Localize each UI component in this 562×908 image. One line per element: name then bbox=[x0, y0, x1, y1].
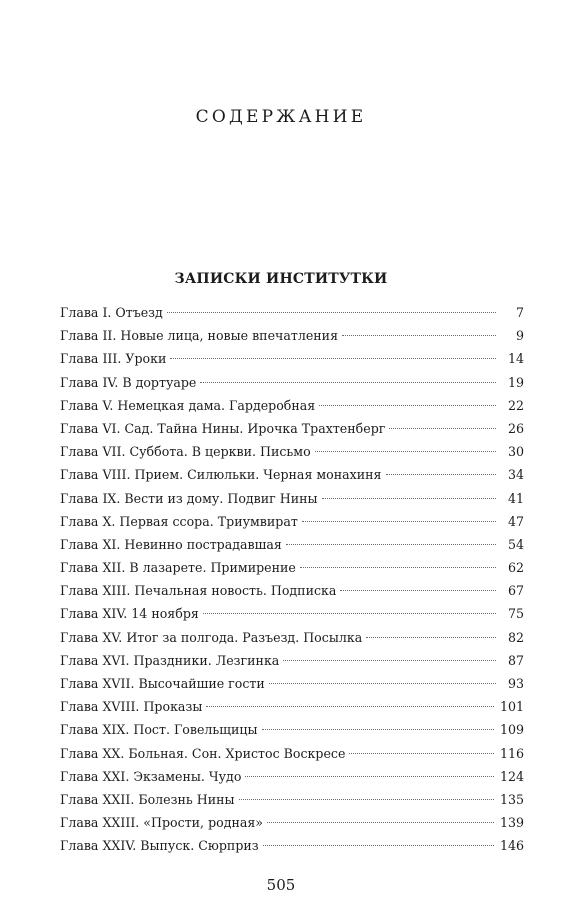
toc-entry-title: Глава II. Новые лица, новые впечатления bbox=[60, 328, 339, 344]
toc-entry bbox=[60, 301, 524, 324]
toc-entry-title: Глава VII. Суббота. В церкви. Письмо bbox=[60, 444, 311, 460]
toc-entry bbox=[60, 788, 524, 811]
toc-entry bbox=[60, 440, 524, 463]
toc-dot-leader bbox=[342, 335, 496, 336]
toc-entry bbox=[60, 417, 524, 440]
toc-dot-leader bbox=[239, 799, 494, 800]
toc-entry-page: 47 bbox=[507, 513, 524, 529]
toc-entry-page: 54 bbox=[507, 536, 524, 552]
toc-dot-leader bbox=[389, 428, 496, 429]
toc-entry-page: 93 bbox=[507, 676, 524, 691]
toc-dot-leader bbox=[283, 660, 496, 661]
toc-entry bbox=[60, 579, 524, 602]
toc-entry-title: Глава X. Первая ссора. Триумвират bbox=[60, 513, 298, 529]
toc-entry-page: 26 bbox=[507, 420, 524, 436]
toc-entry-title: Глава XII. В лазарете. Примирение bbox=[60, 560, 296, 576]
toc-entry bbox=[60, 394, 524, 417]
table-of-contents bbox=[60, 301, 524, 858]
toc-dot-leader bbox=[340, 590, 496, 591]
toc-entry-page: 135 bbox=[499, 791, 524, 807]
toc-entry-title: Глава IV. В дортуаре bbox=[60, 374, 197, 390]
toc-entry-page: 116 bbox=[499, 745, 524, 761]
toc-dot-leader bbox=[269, 683, 496, 684]
toc-entry-page: 87 bbox=[507, 652, 524, 668]
toc-entry bbox=[60, 811, 524, 834]
toc-dot-leader bbox=[267, 822, 494, 823]
toc-entry-page: 146 bbox=[499, 838, 524, 854]
toc-dot-leader bbox=[386, 474, 496, 475]
toc-entry-title: Глава XXII. Болезнь Нины bbox=[60, 791, 235, 807]
toc-entry-title: Глава V. Немецкая дама. Гардеробная bbox=[60, 397, 316, 413]
toc-entry-title: Глава XV. Итог за полгода. Разъезд. Посылка bbox=[60, 629, 363, 645]
page-number: 505 bbox=[266, 876, 296, 894]
section-title: ЗАПИСКИ ИНСТИТУТКИ bbox=[174, 271, 388, 287]
toc-entry-page: 14 bbox=[507, 351, 524, 367]
toc-entry bbox=[60, 834, 524, 857]
toc-entry-title: Глава IX. Вести из дому. Подвиг Нины bbox=[60, 490, 318, 506]
toc-entry-page: 41 bbox=[507, 490, 524, 506]
toc-entry-page: 109 bbox=[499, 722, 524, 738]
toc-entry bbox=[60, 556, 524, 579]
toc-entry-title: Глава VIII. Прием. Силюльки. Черная монахиня bbox=[60, 467, 382, 483]
toc-entry bbox=[60, 626, 524, 649]
toc-dot-leader bbox=[349, 753, 494, 754]
toc-entry-title: Глава XXIV. Выпуск. Сюрприз bbox=[60, 838, 259, 854]
toc-entry-page: 9 bbox=[515, 328, 524, 344]
toc-entry bbox=[60, 510, 524, 533]
toc-entry-title: Глава XIII. Печальная новость. Подписка bbox=[60, 583, 337, 599]
toc-entry-page: 101 bbox=[499, 699, 524, 715]
toc-dot-leader bbox=[200, 382, 496, 383]
toc-entry bbox=[60, 718, 524, 741]
toc-dot-leader bbox=[167, 312, 496, 313]
toc-dot-leader bbox=[170, 358, 496, 359]
toc-entry-title: Глава XIX. Пост. Говельщицы bbox=[60, 722, 258, 738]
toc-entry-page: 19 bbox=[507, 374, 524, 390]
toc-dot-leader bbox=[319, 405, 496, 406]
toc-entry bbox=[60, 463, 524, 486]
toc-entry bbox=[60, 649, 524, 672]
toc-entry-title: Глава XI. Невинно пострадавшая bbox=[60, 536, 282, 552]
toc-entry-page: 124 bbox=[499, 768, 524, 784]
toc-entry bbox=[60, 765, 524, 788]
toc-dot-leader bbox=[322, 498, 496, 499]
toc-entry-title: Глава XXI. Экзамены. Чудо bbox=[60, 768, 242, 784]
toc-entry-page: 139 bbox=[499, 815, 524, 831]
toc-entry-title: Глава III. Уроки bbox=[60, 351, 167, 367]
toc-entry-title: Глава XXIII. «Прости, родная» bbox=[60, 815, 264, 831]
toc-entry-page: 75 bbox=[507, 606, 524, 622]
toc-entry-page: 7 bbox=[515, 305, 524, 320]
toc-dot-leader bbox=[315, 451, 496, 452]
toc-entry bbox=[60, 533, 524, 556]
contents-heading: СОДЕРЖАНИЕ bbox=[195, 107, 367, 127]
toc-entry-title: Глава I. Отъезд bbox=[60, 305, 163, 320]
toc-entry-title: Глава XIV. 14 ноября bbox=[60, 606, 199, 622]
toc-dot-leader bbox=[206, 706, 494, 707]
toc-entry-title: Глава XVI. Праздники. Лезгинка bbox=[60, 652, 280, 668]
toc-entry bbox=[60, 742, 524, 765]
toc-entry-page: 62 bbox=[507, 560, 524, 576]
toc-entry-title: Глава XX. Больная. Сон. Христос Воскресе bbox=[60, 745, 346, 761]
toc-entry bbox=[60, 487, 524, 510]
toc-entry-title: Глава VI. Сад. Тайна Нины. Ирочка Трахтенберг bbox=[60, 420, 386, 436]
toc-entry bbox=[60, 347, 524, 370]
toc-dot-leader bbox=[262, 729, 494, 730]
toc-dot-leader bbox=[263, 845, 494, 846]
toc-dot-leader bbox=[300, 567, 496, 568]
toc-entry bbox=[60, 672, 524, 695]
toc-entry-page: 67 bbox=[507, 583, 524, 599]
toc-entry-page: 82 bbox=[507, 629, 524, 645]
toc-dot-leader bbox=[286, 544, 496, 545]
toc-dot-leader bbox=[366, 637, 496, 638]
toc-entry bbox=[60, 371, 524, 394]
toc-dot-leader bbox=[302, 521, 496, 522]
toc-dot-leader bbox=[245, 776, 494, 777]
toc-entry-title: Глава XVII. Высочайшие гости bbox=[60, 676, 265, 691]
toc-dot-leader bbox=[203, 613, 496, 614]
toc-entry-page: 30 bbox=[507, 444, 524, 460]
toc-entry bbox=[60, 324, 524, 347]
toc-entry bbox=[60, 695, 524, 718]
toc-entry-page: 34 bbox=[507, 467, 524, 483]
toc-entry-page: 22 bbox=[507, 397, 524, 413]
toc-entry-title: Глава XVIII. Проказы bbox=[60, 699, 203, 715]
toc-entry bbox=[60, 602, 524, 625]
